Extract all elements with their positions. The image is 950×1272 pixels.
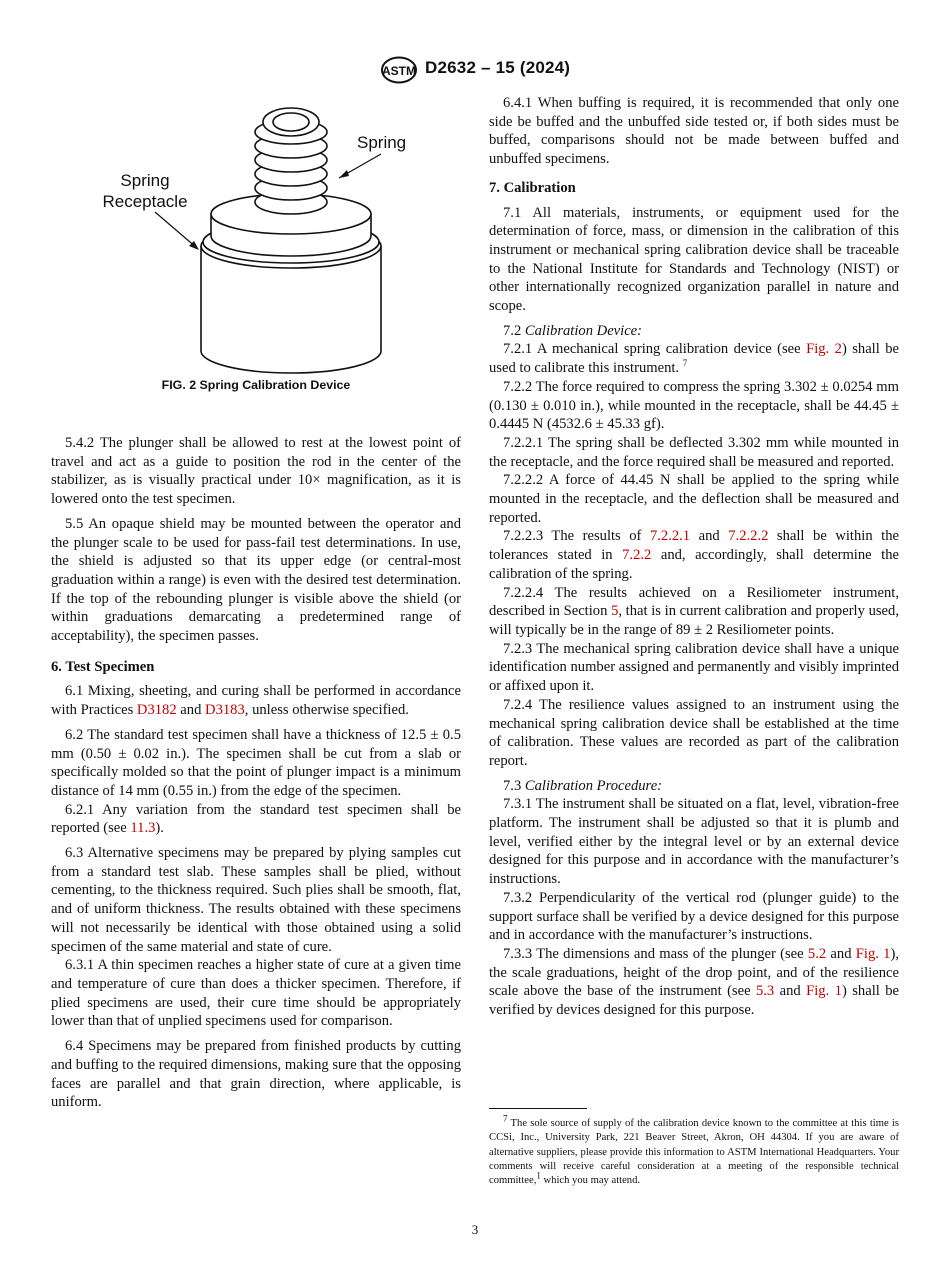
paragraph-7-3-2: 7.3.2 Perpendicularity of the vertical rod (plunger guide) to the support surface shall be verified by a device designed for this purpose and in accordance with the manufacturer’s instructions.	[489, 889, 899, 944]
paragraph-7-2-2-2: 7.2.2.2 A force of 44.45 N shall be applied to the spring while mounted in the receptacle, and the deflection shall be measured and reported.	[489, 472, 899, 526]
paragraph-6-4: 6.4 Specimens may be prepared from finished products by cutting and buffing to the required dimensions, making sure that the opposing faces are parallel and that grain direction, where applicable, is uniform.	[51, 1038, 461, 1111]
paragraph-7-3-3: 7.3.3 The dimensions and mass of the plunger (see 5.2 and Fig. 1), the scale graduations, height of the drop point, and of the resilience scale above the base of the instrument (see 5.3 and Fig. 1) shall be verified by devices designed for this purpose.	[489, 945, 899, 1019]
section-heading-6: 6. Test Specimen	[51, 658, 155, 675]
paragraph-7-3-1: 7.3.1 The instrument shall be situated on a flat, level, vibration-free platform. The instrument shall be adjusted so that it is plumb and level, verified either by the integral level or by an external device designed for this purpose and in accordance with the manufacturer’s instructions.	[489, 796, 899, 888]
label-receptacle-line1: Spring	[120, 171, 170, 190]
paragraph-7-2-2-3: 7.2.2.3 The results of 7.2.2.1 and 7.2.2.2 shall be within the tolerances stated in 7.2.2 and, accordingly, shall determine the calibration of the spring.	[489, 528, 899, 582]
right-column	[489, 94, 899, 1020]
paragraph-6-2-1: 6.2.1 Any variation from the standard test specimen shall be reported (see 11.3).	[51, 801, 461, 837]
link-section-5[interactable]: 5	[611, 603, 619, 620]
figure-spring-calibration-device	[51, 96, 461, 396]
footnote-divider	[489, 1108, 587, 1109]
paragraph-7-2: 7.2 Calibration Device:	[503, 322, 643, 339]
link-7-2-2-2[interactable]: 7.2.2.2	[728, 528, 769, 545]
link-d3182[interactable]: D3182	[136, 702, 177, 719]
section-heading-7: 7. Calibration	[489, 179, 576, 196]
footnote-ref-7[interactable]: 7	[682, 358, 688, 369]
label-receptacle-line2: Receptacle	[102, 192, 188, 211]
link-fig-1[interactable]: Fig. 1	[855, 945, 891, 962]
paragraph-6-2: 6.2 The standard test specimen shall have a thickness of 12.5 ± 0.5 mm (0.50 ± 0.02 in.). The specimen shall be cut from a slab or specifically molded so that the point of plunger impact is a minimum distance of 14 mm (0.55 in.) from the edge of the specimen.	[51, 726, 461, 799]
paragraph-7-2-4: 7.2.4 The resilience values assigned to an instrument using the mechanical spring calibration device shall be established at the time of calibration. These values are recorded as part of the calibration report.	[489, 696, 899, 769]
paragraph-6-1: 6.1 Mixing, sheeting, and curing shall be performed in accordance with Practices D3182 and D3183, unless otherwise specified.	[51, 683, 461, 719]
link-5-3[interactable]: 5.3	[755, 983, 775, 1000]
footnote-7: $^7$ The sole source of supply of the calibration device known to the committee at this time is CCSi, Inc., University Park, 221 Beaver Street, Akron, OH 44304. If you are aware of alternative suppliers, please provide this information to ASTM International Headquarters. Your comments will receive careful consideration at a meeting of the responsible technical committee,$^1$ which you may attend.	[489, 1113, 899, 1187]
figure-caption: FIG. 2 Spring Calibration Device	[161, 378, 351, 392]
label-spring: Spring	[357, 133, 407, 152]
paragraph-7-2-2: 7.2.2 The force required to compress the spring 3.302 ± 0.0254 mm (0.130 ± 0.010 in.), while mounted in the receptacle, shall be 44.45 ± 0.4445 N (4532.6 ± 45.33 gf).	[489, 378, 899, 433]
link-11-3[interactable]: 11.3	[130, 820, 156, 837]
paragraph-7-2-3: 7.2.3 The mechanical spring calibration device shall have a unique identification number assigned and permanently and visibly imprinted or affixed upon it.	[489, 640, 899, 695]
document-id: D2632 – 15 (2024)	[425, 58, 571, 77]
link-fig-2[interactable]: Fig. 2	[806, 341, 842, 358]
paragraph-7-2-2-4: 7.2.2.4 The results achieved on a Resiliometer instrument, described in Section 5, that is in current calibration and properly used, will typically be in the range of 89 ± 2 Resiliometer points.	[489, 584, 899, 638]
page-header	[0, 56, 950, 84]
paragraph-7-2-2-1: 7.2.2.1 The spring shall be deflected 3.302 mm while mounted in the receptacle, and the force required shall be measured and reported.	[489, 434, 899, 470]
link-d3183[interactable]: D3183	[205, 702, 245, 719]
link-7-2-2-1[interactable]: 7.2.2.1	[649, 528, 691, 545]
astm-logo-icon	[380, 56, 418, 84]
paragraph-7-1: 7.1 All materials, instruments, or equipment used for the determination of force, mass, or dimension in the calibration of this instrument or mechanical spring calibration device shall be traceable to the National Institute for Standards and Technology (NIST) or other internationally recognized organization parallel in nature and scope.	[489, 204, 899, 315]
paragraph-7-3: 7.3 Calibration Procedure:	[503, 777, 663, 794]
paragraph-6-3: 6.3 Alternative specimens may be prepared by plying samples cut from a standard test slab. These samples shall be plied, without cementing, to the thickness required. Such plies shall be smooth, flat, and of uniform thickness. The results obtained with these specimens will not necessarily be identical with those obtained using a solid specimen of the same material and state of cure.	[51, 845, 461, 955]
spring-calibration-device-drawing	[51, 96, 461, 376]
paragraph-6-4-1: 6.4.1 When buffing is required, it is recommended that only one side be buffed and the unbuffed side tested or, if both sides must be buffed, comparisons should not be made between buffed and unbuffed specimens.	[489, 95, 899, 168]
paragraph-5-5: 5.5 An opaque shield may be mounted between the operator and the plunger scale to be used for pass-fail test determinations. In use, the shield is adjusted so that its upper edge (or central-most graduation within a range) is even with the desired test determination. If the top of the rebounding plunger is visible above the shield (or within graduations demarcating a predetermined range of acceptability), the specimen passes.	[51, 515, 461, 645]
left-column	[51, 434, 461, 1112]
paragraph-6-3-1: 6.3.1 A thin specimen reaches a higher state of cure at a given time and temperature of cure than does a thicker specimen. Therefore, if plied specimens are used, their cure time should be appropriately lower than that of unplied specimens used for comparison.	[51, 957, 461, 1030]
page-number: 3	[471, 1222, 479, 1237]
link-fig-1-second[interactable]: Fig. 1	[806, 983, 842, 1000]
paragraph-5-4-2: 5.4.2 The plunger shall be allowed to rest at the lowest point of travel and act as a guide to position the rod in the center of the stabilizer, as is visually practical under 10× magnification, as it is lowered onto the test specimen.	[51, 435, 461, 508]
paragraph-7-2-1: 7.2.1 A mechanical spring calibration device (see Fig. 2) shall be used to calibrate this instrument. $^7$	[489, 341, 900, 377]
svg-text:ASTM: ASTM	[382, 64, 416, 78]
link-5-2[interactable]: 5.2	[807, 945, 827, 962]
link-7-2-2[interactable]: 7.2.2	[622, 547, 652, 564]
